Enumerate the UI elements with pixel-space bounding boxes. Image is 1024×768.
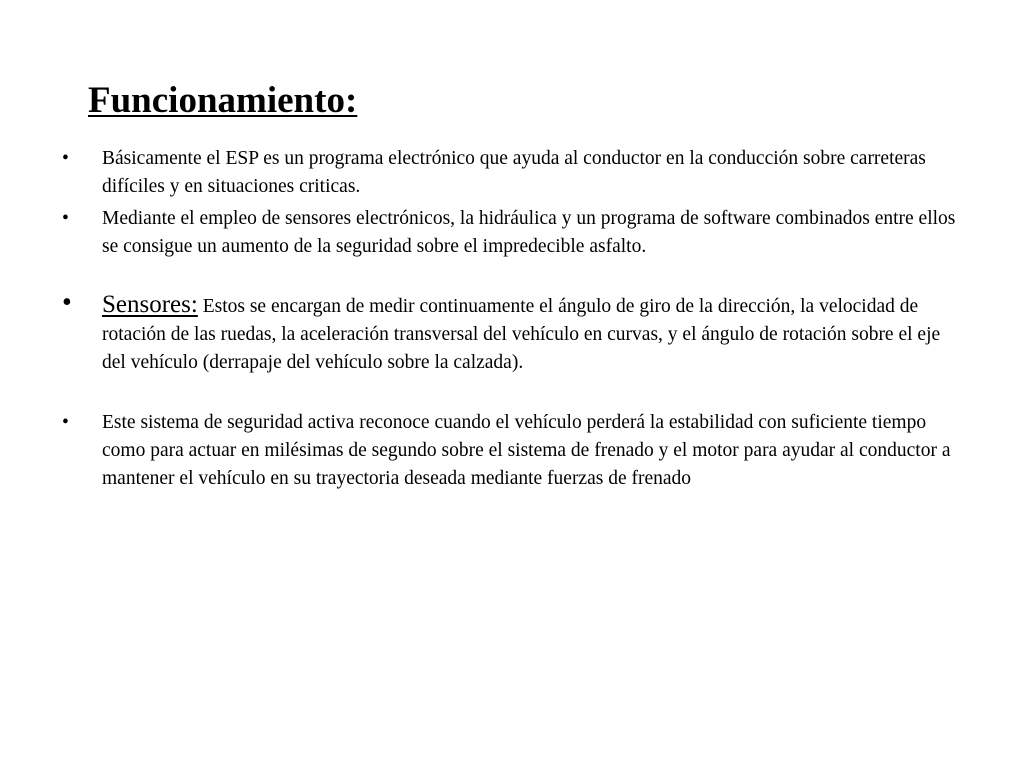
bullet-text: Este sistema de seguridad activa reconoce cuando el vehículo perderá la estabilidad con suficiente tiempo como para actuar en milésimas de segundo sobre el sistema de frenado y el motor para ayudar al conductor a mantener el vehículo en su trayectoria deseada mediante fuerzas de frenado bbox=[102, 412, 951, 489]
bullet-dot-icon: • bbox=[62, 148, 69, 169]
slide-title: Funcionamiento: bbox=[88, 80, 358, 121]
bullet-text: Estos se encargan de medir continuamente el ángulo de giro de la dirección, la velocidad de rotación de las ruedas, la aceleración transversal del vehículo en curvas, y el ángulo de rotación sobre el eje del vehículo (derrapaje del vehículo sobre la calzada). bbox=[102, 296, 941, 373]
bullet-dot-icon: • bbox=[62, 208, 69, 229]
bullet-item bbox=[62, 287, 962, 377]
bullet-list bbox=[62, 145, 962, 493]
bullet-text: Mediante el empleo de sensores electrónicos, la hidráulica y un programa de software combinados entre ellos se consigue un aumento de la seguridad sobre el impredecible asfalto. bbox=[102, 208, 956, 257]
bullet-text: Básicamente el ESP es un programa electrónico que ayuda al conductor en la conducción sobre carreteras difíciles y en situaciones criticas. bbox=[102, 148, 926, 197]
bullet-dot-icon: • bbox=[62, 287, 72, 318]
bullet-item bbox=[62, 205, 962, 261]
bullet-item bbox=[62, 409, 962, 493]
bullet-dot-icon: • bbox=[62, 412, 69, 433]
bullet-term: Sensores: bbox=[102, 291, 198, 318]
bullet-item bbox=[62, 145, 962, 201]
